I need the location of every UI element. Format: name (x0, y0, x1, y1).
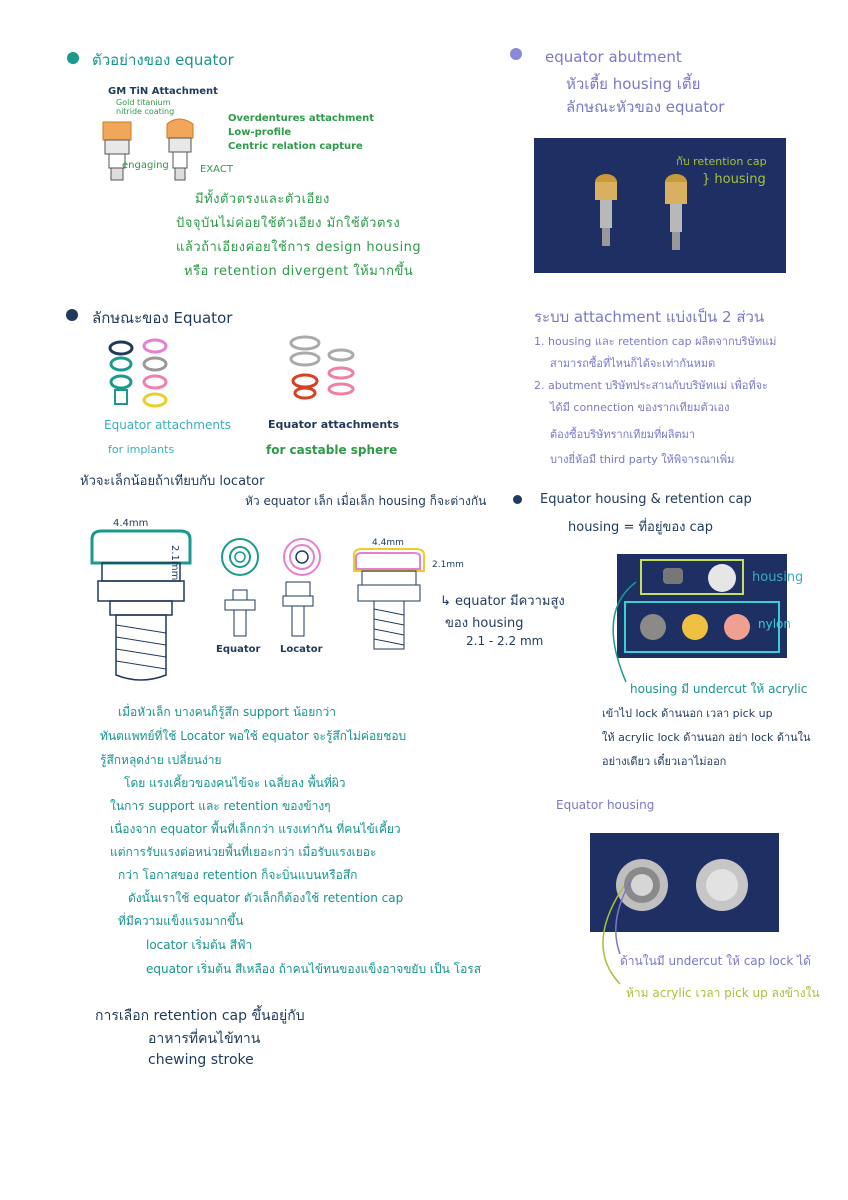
support-line-5: ในการ support และ retention ของข้างๆ (110, 799, 331, 813)
label-feat1: Overdentures attachment (228, 113, 375, 124)
castable-caps-sketch (285, 335, 365, 407)
height-note-1: ↳ equator มีความสูง (440, 594, 565, 609)
system-item-4: ได้มี connection ของรากเทียมตัวเอง (550, 401, 730, 414)
equator-housing-heading: Equator housing (556, 798, 655, 812)
characteristics-head-note: หัว equator เล็ก เมื่อเล็ก housing ก็จะต่างกัน (245, 494, 487, 508)
housing-cap-note-1: housing มี undercut ให้ acrylic (630, 682, 808, 696)
housing-cap-note-3: ให้ acrylic lock ด้านนอก อย่า lock ด้านใน (602, 731, 811, 744)
equator-housing-note-1: ด้านในมี undercut ให้ cap lock ได้ (620, 954, 811, 968)
abutment-photo (534, 138, 786, 273)
system-item-6: บางยี่ห้อมี third party ให้พิจารณาเพิ่ม (550, 453, 735, 466)
label-equator: Equator (216, 644, 261, 655)
bullet-characteristics (66, 309, 78, 321)
dim-width-2: 4.4mm (372, 538, 404, 548)
examples-heading: ตัวอย่างของ equator (92, 51, 234, 69)
support-line-10: ที่มีความแข็งแรงมากขึ้น (118, 914, 244, 928)
label-housing: housing (752, 570, 804, 585)
system-item-5: ต้องซื้อบริษัทรากเทียมที่ผลิตมา (550, 428, 696, 441)
support-line-12: equator เริ่มต้น สีเหลือง ถ้าคนไข้ทนของแข็งอาจขยับ เป็น โอรส (146, 962, 482, 976)
height-note-3: 2.1 - 2.2 mm (466, 634, 544, 648)
support-line-8: กว่า โอกาสของ retention ก็จะบิ่นแบนหรือสึก (118, 868, 358, 882)
system-item-1: 1. housing และ retention cap ผลิตจากบริษัทแม่ (534, 335, 777, 348)
housing-arrow (592, 580, 642, 690)
height-note-2: ของ housing (445, 616, 524, 631)
examples-note-2: ปัจจุบันไม่ค่อยใช้ตัวเอียง มักใช้ตัวตรง (176, 216, 401, 231)
bullet-housing-cap (513, 495, 522, 504)
label-implants-1: Equator attachments (104, 418, 231, 432)
support-line-11: locator เริ่มต้น สีฟ้า (146, 938, 253, 952)
label-coating2: nitride coating (116, 107, 175, 116)
equator-side-view (220, 590, 260, 638)
abutment-line-2: ลักษณะหัวของ equator (566, 98, 725, 116)
label-gmtin: GM TiN Attachment (108, 86, 218, 97)
support-line-4: โดย แรงเคี้ยวของคนไข้จะ เฉลี่ยลง พื้นที่ผิว (124, 776, 346, 790)
attachment-sketch (95, 110, 205, 190)
characteristics-heading: ลักษณะของ Equator (92, 309, 233, 327)
photo-label-housing: } housing (702, 172, 766, 187)
label-nylon: nylon (758, 617, 791, 631)
system-item-3: 2. abutment บริษัทประสานกับบริษัทแม่ เพื่อที่จะ (534, 379, 768, 392)
housing-cap-note-2: เข้าไป lock ด้านนอก เวลา pick up (602, 707, 773, 720)
equator-housing-note-2: ห้าม acrylic เวลา pick up ลงข้างใน (626, 986, 820, 1000)
examples-note-4: หรือ retention divergent ให้มากขึ้น (184, 264, 414, 279)
label-locator: Locator (280, 644, 323, 655)
implant-caps-sketch (105, 338, 175, 410)
locator-side-view (278, 582, 318, 638)
housing-cap-sub: housing = ที่อยู่ของ cap (568, 520, 713, 535)
support-line-6: เนื่องจาก equator พื้นที่เล็กกว่า แรงเท่ากัน ที่คนไข้เคี้ยว (110, 822, 401, 836)
locator-top-view (280, 535, 324, 579)
label-castable-1: Equator attachments (268, 418, 399, 431)
equator-housing-arrows (590, 880, 640, 990)
examples-note-1: มีทั้งตัวตรงและตัวเอียง (195, 192, 330, 207)
support-line-3: รู้สึกหลุดง่าย เปลี่ยนง่าย (100, 753, 222, 767)
system-heading: ระบบ attachment แบ่งเป็น 2 ส่วน (534, 308, 765, 326)
dim-width-1: 4.4mm (113, 518, 149, 529)
housing-height-sketch (350, 545, 430, 655)
support-line-2: ทันตแพทย์ที่ใช้ Locator พอใช้ equator จะรู้สึกไม่ค่อยชอบ (100, 729, 407, 743)
photo-label-retention: กับ retention cap (676, 155, 767, 168)
support-line-1: เมื่อหัวเล็ก บางคนก็รู้สึก support น้อยกว่า (118, 705, 337, 719)
support-line-9: ดังนั้นเราใช้ equator ตัวเล็กก็ต้องใช้ retention cap (128, 891, 404, 905)
examples-note-3: แล้วถ้าเอียงค่อยใช้การ design housing (176, 240, 422, 255)
label-feat2: Low-profile (228, 127, 292, 138)
bullet-abutment (510, 48, 522, 60)
characteristics-smaller: หัวจะเล็กน้อยถ้าเทียบกับ locator (80, 474, 265, 489)
label-exact: EXACT (200, 164, 233, 175)
abutment-heading: equator abutment (545, 48, 682, 66)
support-line-7: แต่การรับแรงต่อหน่วยพื้นที่เยอะกว่า เมื่อรับแรงเยอะ (110, 845, 377, 859)
label-engaging: engaging (122, 160, 169, 171)
label-implants-2: for implants (108, 443, 175, 456)
label-castable-2: for castable sphere (266, 443, 398, 457)
choice-item-1: อาหารที่คนไข้ทาน (148, 1031, 261, 1047)
housing-cap-note-4: อย่างเดียว เดี๋ยวเอาไม่ออก (602, 755, 727, 768)
system-item-2: สามารถซื้อที่ไหนก็ได้จะเท่ากันหมด (550, 357, 716, 370)
housing-cap-heading: Equator housing & retention cap (540, 492, 752, 507)
dim-height-1: 2.1mm (169, 545, 180, 581)
bullet-examples (67, 52, 79, 64)
label-feat3: Centric relation capture (228, 141, 363, 152)
dim-height-2: 2.1mm (432, 560, 464, 570)
label-coating: Gold titanium (116, 98, 171, 107)
choice-item-2: chewing stroke (148, 1052, 254, 1068)
choice-heading: การเลือก retention cap ขึ้นอยู่กับ (95, 1008, 305, 1024)
equator-top-view (218, 535, 262, 579)
abutment-line-1: หัวเตี้ย housing เตี้ย (566, 75, 701, 93)
